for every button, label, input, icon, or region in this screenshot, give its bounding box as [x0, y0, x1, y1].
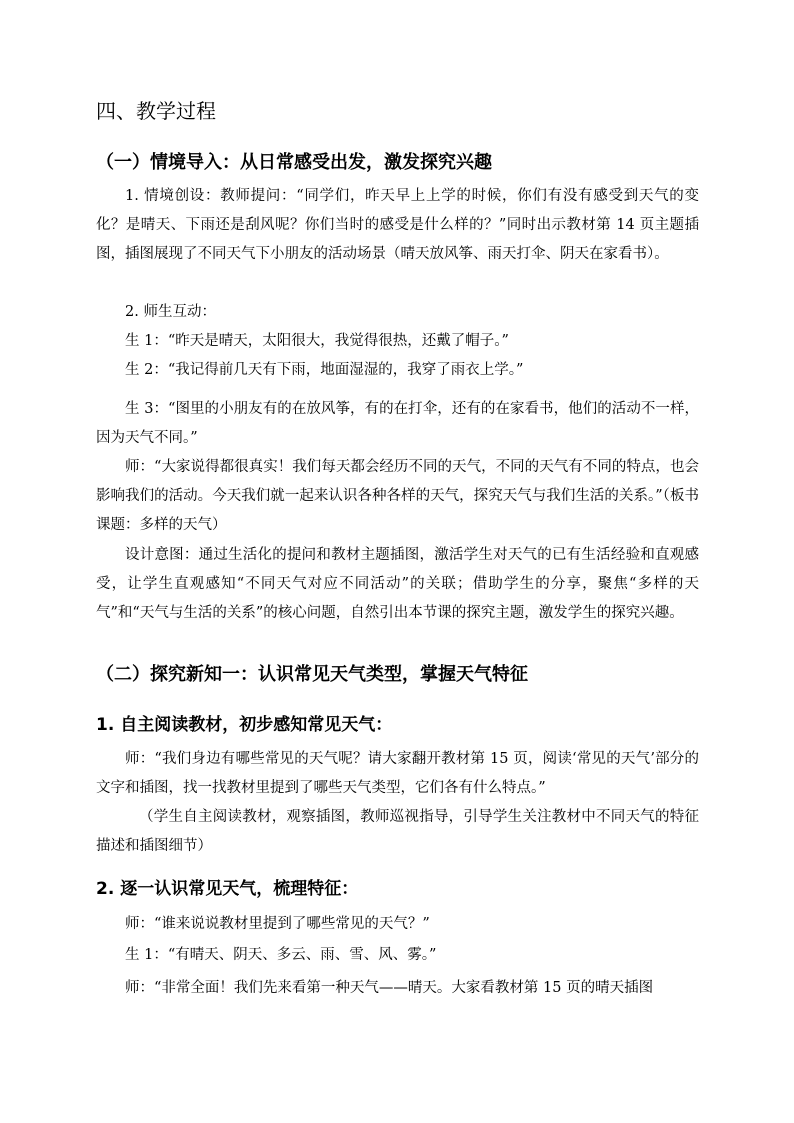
paragraph-student-3: 生 3：“图里的小朋友有的在放风筝，有的在打伞，还有的在家看书，他们的活动不一样，因为天气不同。”: [96, 401, 699, 446]
paragraph-situation: 1. 情境创设：教师提问：“同学们，昨天早上上学的时候，你们有没有感受到天气的变化？是晴天、下雨还是刮风呢？你们当时的感受是什么样的？”同时出示教材第 14 页主题插图，插图展现了不同天气下小朋友的活动场景（晴天放风筝、雨天打伞、阴天在家看书）。: [96, 188, 699, 262]
paragraph-note: （学生自主阅读教材，观察插图，教师巡视指导，引导学生关注教材中不同天气的特征描述和插图细节）: [96, 809, 699, 854]
step-title-1: 1. 自主阅读教材，初步感知常见天气：: [96, 715, 393, 735]
section-heading: 四、教学过程: [96, 99, 216, 123]
paragraph-student-2: 生 2：“我记得前几天有下雨，地面湿湿的，我穿了雨衣上学。”: [125, 362, 524, 378]
step-title-2: 2. 逐一认识常见天气，梳理特征：: [96, 879, 359, 899]
subsection-title-2: （二）探究新知一：认识常见天气类型，掌握天气特征: [96, 664, 528, 685]
paragraph-student-1: 生 1：“昨天是晴天，太阳很大，我觉得很热，还戴了帽子。”: [125, 333, 509, 349]
paragraph-teacher-question: 师：“谁来说说教材里提到了哪些常见的天气？”: [125, 916, 430, 932]
paragraph-design-intent: 设计意图：通过生活化的提问和教材主题插图，激活学生对天气的已有生活经验和直观感受，让学生直观感知“不同天气对应不同活动”的关联；借助学生的分享，聚焦“多样的天气”和“天气与生活的关系”的核心问题，自然引出本节课的探究主题，激发学生的探究兴趣。: [96, 547, 699, 621]
paragraph-student-answer: 生 1：“有晴天、阴天、多云、雨、雪、风、雾。”: [125, 947, 437, 963]
paragraph-interaction: 2. 师生互动：: [125, 304, 216, 320]
paragraph-teacher: 师：“大家说得都很真实！我们每天都会经历不同的天气，不同的天气有不同的特点，也会影响我们的活动。今天我们就一起来认识各种各样的天气，探究天气与我们生活的关系。”（板书课题：多样的天气）: [96, 459, 699, 533]
paragraph-teacher-prompt: 师：“我们身边有哪些常见的天气呢？请大家翻开教材第 15 页，阅读‘常见的天气’部分的文字和插图，找一找教材里提到了哪些天气类型，它们各有什么特点。”: [96, 751, 699, 796]
subsection-title-1: （一）情境导入：从日常感受出发，激发探究兴趣: [96, 152, 492, 173]
paragraph-teacher-sunny: 师：“非常全面！我们先来看第一种天气——晴天。大家看教材第 15 页的晴天插图: [125, 980, 654, 996]
